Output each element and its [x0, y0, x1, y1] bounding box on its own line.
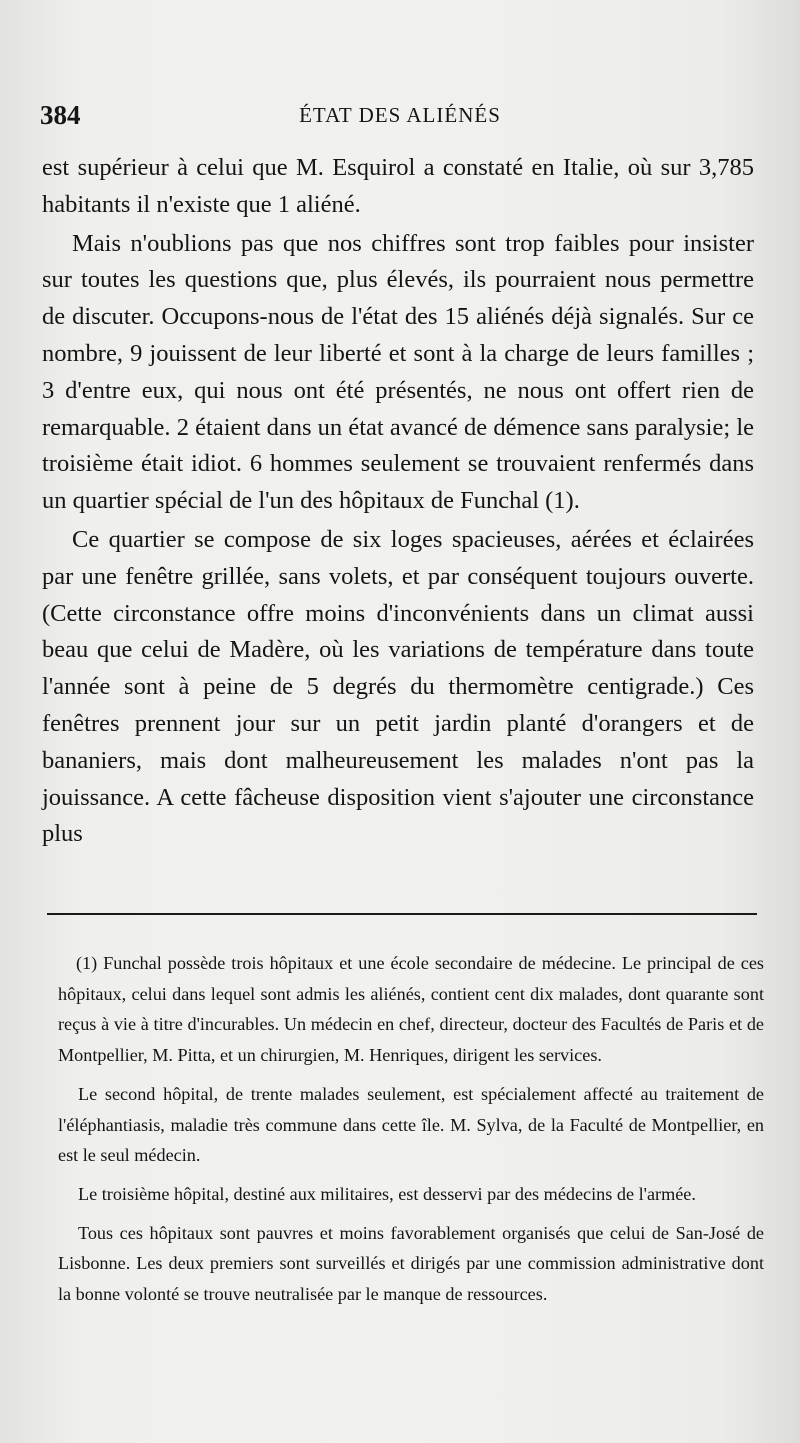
paragraph: est supérieur à celui que M. Esquirol a constaté en Italie, où sur 3,785 habitants il n'existe que 1 aliéné. [42, 154, 754, 218]
footnote-paragraph: Le troisième hôpital, destiné aux militaires, est desservi par des médecins de l'armée. [78, 1183, 696, 1204]
page-header [40, 100, 760, 140]
footnote-separator [47, 913, 757, 915]
paragraph: Ce quartier se compose de six loges spacieuses, aérées et éclairées par une fenêtre grillée, sans volets, et par conséquent toujours ouverte. (Cette circonstance offre moins d'inconvénients dans un climat aussi beau que celui de Madère, où les variations de température dans toute l'année sont à peine de 5 degrés du thermomètre centigrade.) Ces fenêtres prennent jour sur un petit jardin planté d'orangers et de bananiers, mais dont malheureusement les malades n'ont pas la jouissance. A cette fâcheuse disposition vient s'ajouter une circonstance plus [42, 525, 754, 848]
main-text [42, 150, 754, 853]
paragraph: Mais n'oublions pas que nos chiffres sont trop faibles pour insister sur toutes les questions que, plus élevés, ils pourraient nous permettre de discuter. Occupons-nous de l'état des 15 aliénés déjà signalés. Sur ce nombre, 9 jouissent de leur liberté et sont à la charge de leurs familles ; 3 d'entre eux, qui nous ont été présentés, ne nous ont offert rien de remarquable. 2 étaient dans un état avancé de démence sans paralysie; le troisième était idiot. 6 hommes seulement se trouvaient renfermés dans un quartier spécial de l'un des hôpitaux de Funchal (1). [42, 229, 754, 515]
footnote-paragraph: Le second hôpital, de trente malades seulement, est spécialement affecté au traitement de l'éléphantiasis, maladie très commune dans cette île. M. Sylva, de la Faculté de Montpellier, en est le seul médecin. [58, 1083, 764, 1166]
footnotes [58, 948, 764, 1318]
running-title: ÉTAT DES ALIÉNÉS [299, 103, 501, 127]
page-number: 384 [40, 100, 81, 130]
footnote-paragraph: (1) Funchal possède trois hôpitaux et une école secondaire de médecine. Le principal de ces hôpitaux, celui dans lequel sont admis les aliénés, contient cent dix malades, dont quarante sont reçus à vie à titre d'incurables. Un médecin en chef, directeur, docteur des Facultés de Paris et de Montpellier, M. Pitta, et un chirurgien, M. Henriques, dirigent les services. [58, 953, 764, 1066]
footnote-paragraph: Tous ces hôpitaux sont pauvres et moins favorablement organisés que celui de San-José de Lisbonne. Les deux premiers sont surveillés et dirigés par une commission administrative dont la bonne volonté se trouve neutralisée par le manque de ressources. [58, 1222, 764, 1305]
